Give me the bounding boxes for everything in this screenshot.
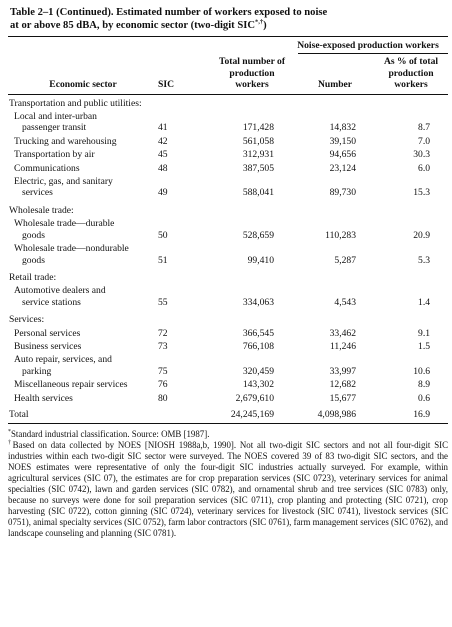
- section-row: [8, 269, 448, 283]
- table-row: [8, 147, 448, 160]
- table-row: [8, 122, 448, 133]
- data-table: [8, 37, 448, 420]
- row-sic: [158, 407, 198, 420]
- section-row: [8, 95, 448, 109]
- row-number: 5,287: [334, 254, 356, 266]
- table-row: [8, 326, 448, 339]
- row-pct: 1.5: [418, 340, 431, 352]
- row-sic: 55: [158, 296, 168, 308]
- row-pct: 16.9: [413, 408, 431, 420]
- row-sic: 45: [158, 149, 168, 161]
- row-number: 39,150: [329, 135, 356, 147]
- row-pct: 8.9: [418, 379, 431, 391]
- table-row: [8, 352, 448, 365]
- row-sector: Health services: [14, 392, 73, 404]
- row-sector-line2: goods: [22, 254, 45, 266]
- row-sector: Business services: [14, 340, 82, 352]
- row-total: 387,505: [242, 162, 274, 174]
- row-sector: Trucking and warehousing: [14, 135, 117, 147]
- footnote: [8, 440, 448, 539]
- row-number: 4,098,986: [317, 408, 356, 420]
- row-pct: 6.0: [418, 162, 431, 174]
- table-row: [8, 161, 448, 174]
- row-sector: Miscellaneous repair services: [14, 379, 128, 391]
- header-sector: Economic sector: [49, 79, 117, 91]
- table-row: [8, 297, 448, 308]
- row-sic: 76: [158, 379, 168, 391]
- row-sic: 75: [158, 365, 168, 377]
- row-pct: 20.9: [413, 229, 431, 241]
- row-sic: 73: [158, 340, 168, 352]
- row-total: 334,063: [242, 296, 274, 308]
- section-row: [8, 311, 448, 325]
- header-sic: SIC: [158, 79, 174, 91]
- row-sector-line2: service stations: [22, 296, 81, 308]
- title-line-2: at or above 85 dBA, by economic sector (two-digit SIC: [10, 20, 256, 31]
- row-sector: Communications: [14, 162, 80, 174]
- section-label: Services:: [9, 314, 45, 326]
- row-sic: 72: [158, 327, 168, 339]
- row-total: 528,659: [242, 229, 274, 241]
- row-sector-line1: Wholesale trade—nondurable: [14, 243, 129, 255]
- row-sic: 48: [158, 162, 168, 174]
- row-number: 15,677: [329, 392, 356, 404]
- row-number: 33,462: [329, 327, 356, 339]
- section-row: [8, 202, 448, 216]
- row-sector-line1: Wholesale trade—durable: [14, 218, 115, 230]
- table-row: [8, 283, 448, 296]
- row-total: 99,410: [247, 254, 274, 266]
- footnote-text: Standard industrial classification. Source: OMB [1987].: [11, 429, 210, 440]
- row-sic: 42: [158, 135, 168, 147]
- row-total: 171,428: [242, 122, 274, 134]
- row-number: 33,997: [329, 365, 356, 377]
- row-number: 4,543: [334, 296, 356, 308]
- title-line-1: Table 2–1 (Continued). Estimated number of workers exposed to noise: [10, 7, 328, 18]
- row-pct: 30.3: [413, 149, 431, 161]
- row-pct: 5.3: [418, 254, 431, 266]
- row-pct: 8.7: [418, 122, 431, 134]
- row-total: 588,041: [242, 187, 274, 199]
- section-label: Wholesale trade:: [9, 204, 74, 216]
- row-sector-line2: parking: [22, 365, 52, 377]
- row-sector-line2: services: [22, 187, 53, 199]
- header-group-label: Noise-exposed production workers: [297, 40, 439, 51]
- table-body: [8, 95, 448, 421]
- table-row: [8, 241, 448, 254]
- row-total: 320,459: [242, 365, 274, 377]
- table-row: [8, 187, 448, 198]
- row-total: 366,545: [242, 327, 274, 339]
- row-sector-line2: goods: [22, 229, 45, 241]
- row-pct: 1.4: [418, 296, 431, 308]
- table-row: [8, 391, 448, 404]
- row-total: 24,245,169: [230, 408, 274, 420]
- row-total: 143,302: [242, 379, 274, 391]
- row-total: 2,679,610: [235, 392, 274, 404]
- table-row: [8, 174, 448, 187]
- row-pct: 10.6: [413, 365, 431, 377]
- row-total: 561,058: [242, 135, 274, 147]
- row-pct: 15.3: [413, 187, 431, 199]
- footnote-mark: †: [8, 440, 13, 447]
- footnotes: [8, 429, 448, 539]
- row-number: 23,124: [329, 162, 356, 174]
- row-sector-line1: Auto repair, services, and: [14, 354, 112, 366]
- document-page: [8, 6, 448, 539]
- row-sic: 50: [158, 229, 168, 241]
- row-sector: Personal services: [14, 327, 81, 339]
- row-number: 94,656: [329, 149, 356, 161]
- section-label: Retail trade:: [9, 271, 57, 283]
- table-row: [8, 377, 448, 390]
- table-title: [10, 6, 448, 32]
- row-number: 12,682: [329, 379, 356, 391]
- table-row: [8, 255, 448, 266]
- row-sector-line1: Automotive dealers and: [14, 285, 106, 297]
- row-sic: 49: [158, 187, 168, 199]
- row-sic: 51: [158, 254, 168, 266]
- footnote: [8, 429, 448, 440]
- row-sic: 80: [158, 392, 168, 404]
- table-row: [8, 366, 448, 377]
- row-number: 11,246: [329, 340, 356, 352]
- table-row: [8, 109, 448, 122]
- table-row: [8, 134, 448, 147]
- row-pct: 9.1: [418, 327, 431, 339]
- table-row: [8, 339, 448, 352]
- row-sector-line2: passenger transit: [22, 122, 87, 134]
- total-row: [8, 407, 448, 420]
- row-pct: 0.6: [418, 392, 431, 404]
- table-row: [8, 216, 448, 229]
- header-number: Number: [317, 79, 353, 91]
- title-superscript: *,†: [255, 18, 264, 26]
- footnote-text: Based on data collected by NOES [NIOSH 1988a,b, 1990]. Not all two-digit SIC sectors and not all four-digit SIC industries within each two-digit SIC sector were surveyed. The NOES covered 39 of 83 two-digit SIC sectors, and the NOES estimates were representative of only the four-digit SIC industries actually surveyed. For example, within agricultural services (SIC 07), the estimates are for crop preparation services (SIC 0723), veterinary services for animal specialties (SIC 0742), lawn and garden services (SIC 0782), and ornamental shrub and tree services (SIC 0783) only, because no surveys were done for soil preparation services (SIC 0711), crop planting and protecting (SIC 0721), crop harvesting (SIC 0722), cotton ginning (SIC 0724), veterinary services for livestock (SIC 0741), livestock services (SIC 0751), animal specialty services (SIC 0752), farm labor contractors (SIC 0761), farm management services (SIC 0762), and landscape counseling and planning (SIC 0781).: [8, 440, 448, 539]
- header-pct: As % of total production workers: [383, 56, 439, 91]
- row-sector: Total: [9, 408, 29, 420]
- row-pct: 7.0: [418, 135, 431, 147]
- header-total: Total number of production workers: [218, 56, 286, 91]
- row-sic: 41: [158, 122, 168, 134]
- row-number: 14,832: [329, 122, 356, 134]
- section-label: Transportation and public utilities:: [9, 97, 142, 109]
- table-row: [8, 230, 448, 241]
- row-number: 110,283: [325, 229, 356, 241]
- row-total: 766,108: [242, 340, 274, 352]
- row-number: 89,730: [329, 187, 356, 199]
- row-sector: Transportation by air: [14, 149, 95, 161]
- row-total: 312,931: [242, 149, 274, 161]
- row-sector-line1: Local and inter-urban: [14, 111, 97, 123]
- title-close: ): [263, 20, 267, 31]
- footnote-mark: *: [8, 429, 11, 436]
- group-rule: [298, 53, 448, 54]
- row-sector-line1: Electric, gas, and sanitary: [14, 176, 113, 188]
